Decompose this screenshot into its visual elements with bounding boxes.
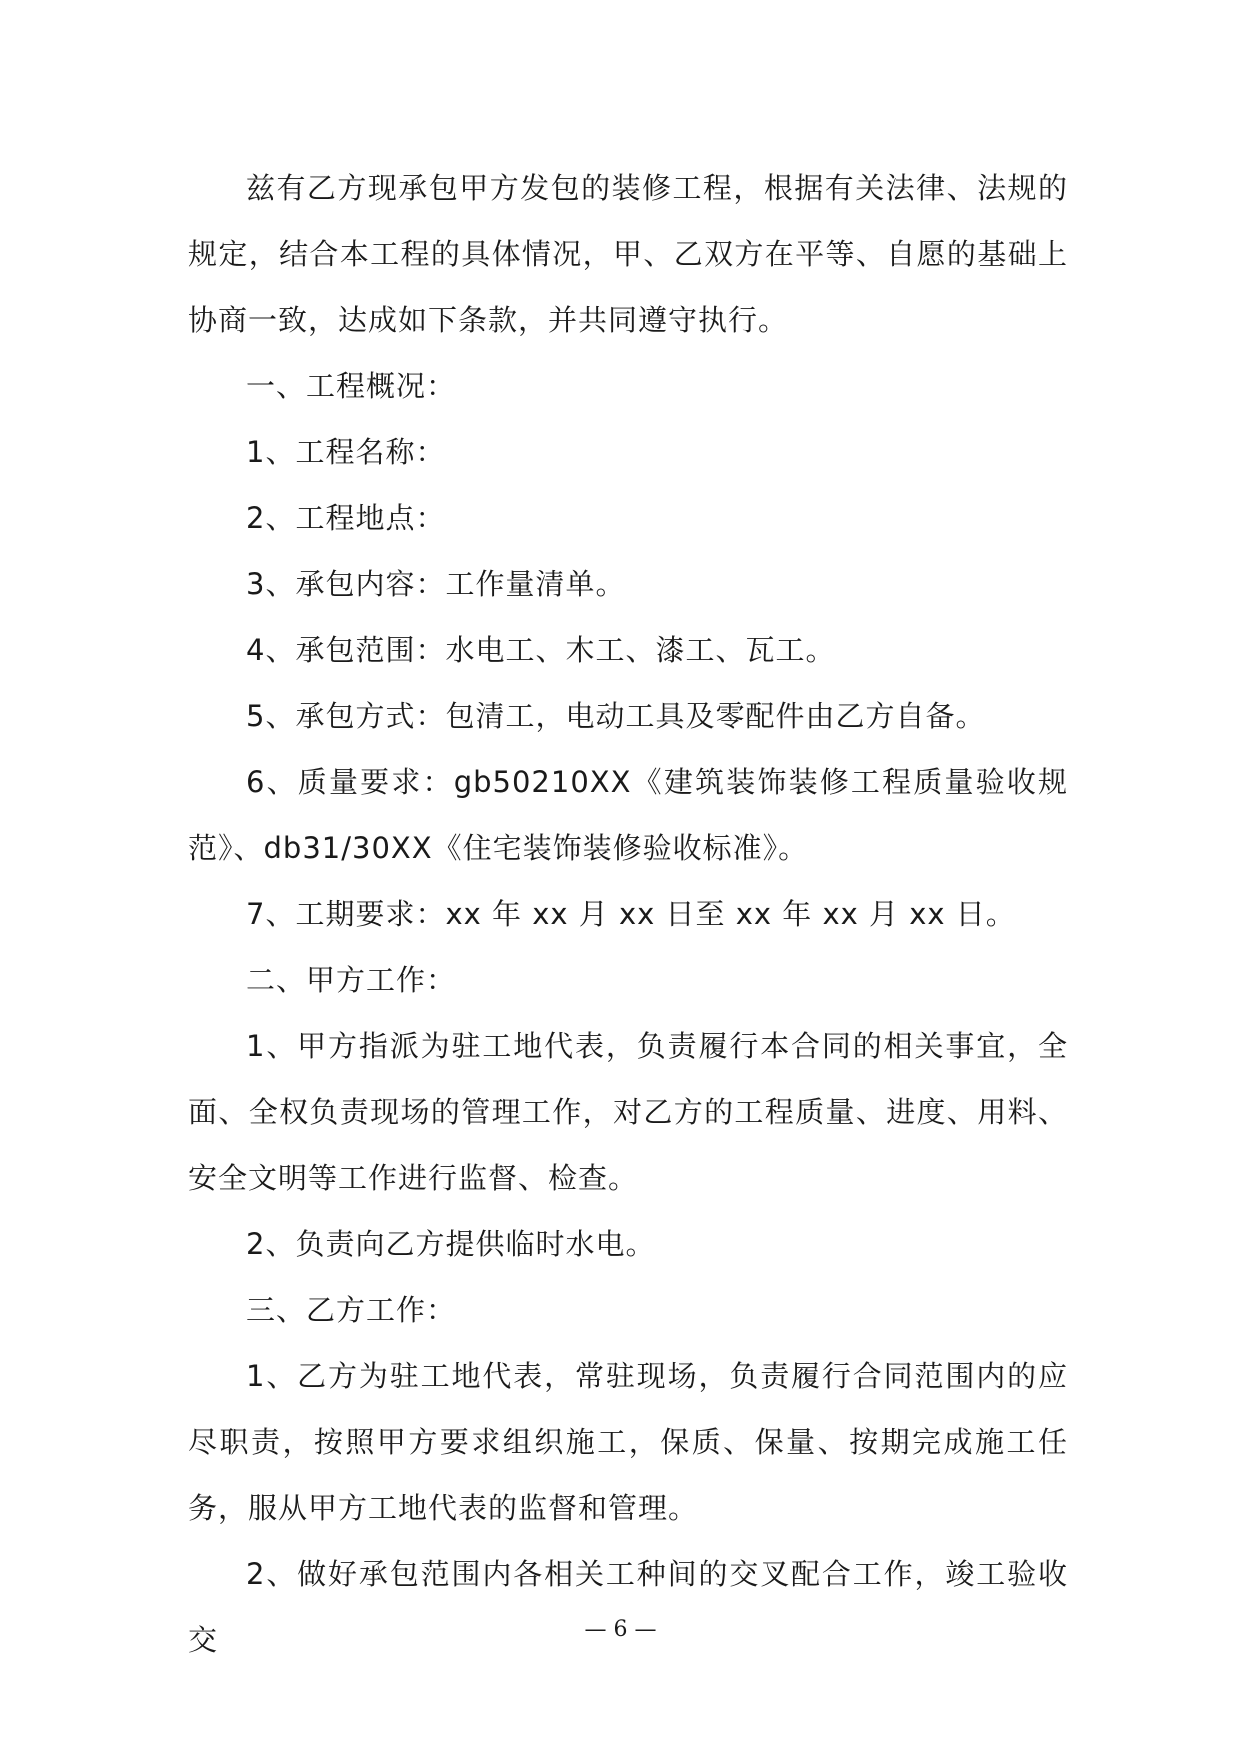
list-item: 6、质量要求：gb50210XX《建筑装饰装修工程质量验收规范》、db31/30XX《住宅装饰装修验收标准》。 [188,765,1068,865]
list-item: 2、工程地点： [246,501,446,535]
section-heading-party-b: 三、乙方工作： [246,1293,457,1327]
list-item: 2、负责向乙方提供临时水电。 [246,1227,656,1261]
list-item: 1、乙方为驻工地代表，常驻现场，负责履行合同范围内的应尽职责，按照甲方要求组织施工，保质、保量、按期完成施工任务，服从甲方工地代表的监督和管理。 [188,1359,1068,1525]
document-body [188,155,1068,1673]
list-item: 7、工期要求：xx 年 xx 月 xx 日至 xx 年 xx 月 xx 日。 [246,897,1016,931]
list-item: 5、承包方式：包清工，电动工具及零配件由乙方自备。 [246,699,986,733]
list-item: 1、甲方指派为驻工地代表，负责履行本合同的相关事宜，全面、全权负责现场的管理工作，对乙方的工程质量、进度、用料、安全文明等工作进行监督、检查。 [188,1029,1068,1195]
section-heading-party-a: 二、甲方工作： [246,963,457,997]
list-item: 1、工程名称： [246,435,446,469]
list-item: 3、承包内容：工作量清单。 [246,567,626,601]
intro-paragraph: 兹有乙方现承包甲方发包的装修工程，根据有关法律、法规的规定，结合本工程的具体情况，甲、乙双方在平等、自愿的基础上协商一致，达成如下条款，并共同遵守执行。 [188,171,1068,337]
list-item: 2、做好承包范围内各相关工种间的交叉配合工作，竣工验收交 [188,1557,1068,1657]
list-item: 4、承包范围：水电工、木工、漆工、瓦工。 [246,633,836,667]
page-number: — 6 — [584,1617,657,1642]
section-heading-overview: 一、工程概况： [246,369,457,403]
